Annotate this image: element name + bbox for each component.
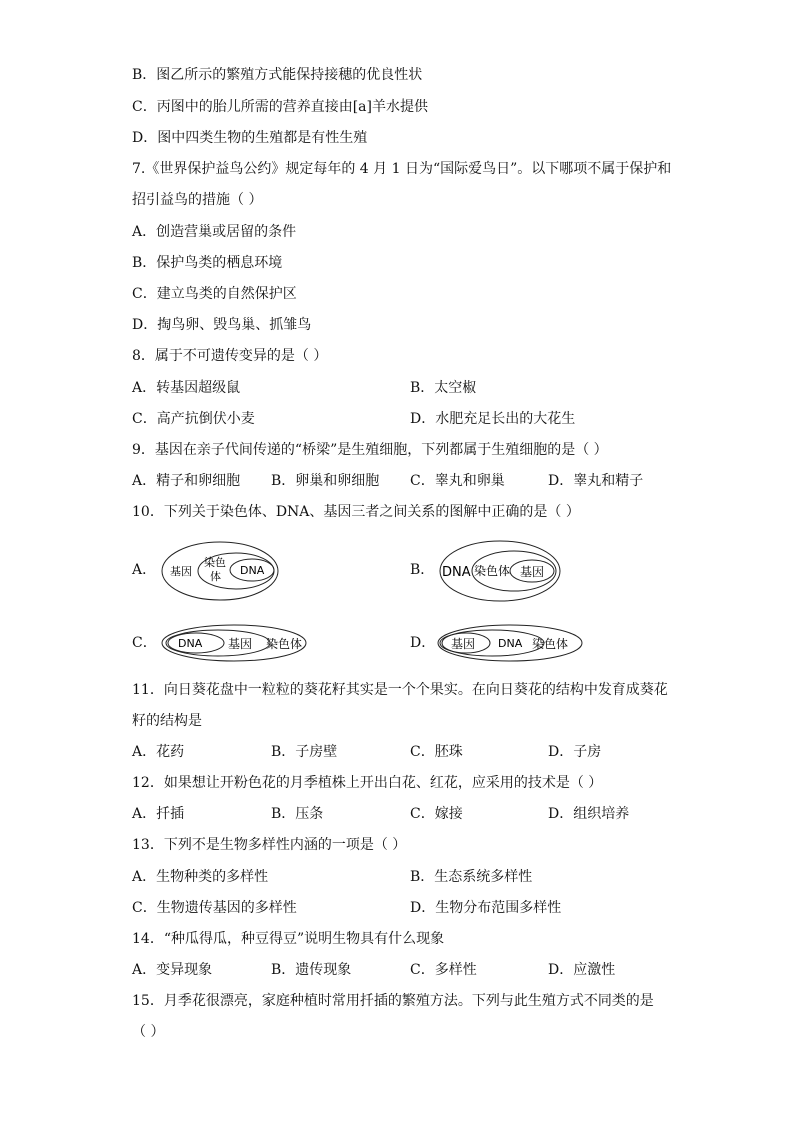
q8-stem: 8．属于不可遗传变异的是（ ） (132, 348, 328, 364)
diagram-a-inner-label: DNA (240, 564, 265, 577)
diagram-d-inner-label: 基因 (451, 637, 476, 651)
q10-diagram-d (436, 622, 584, 664)
q7-option-b: B．保护鸟类的栖息环境 (132, 255, 283, 271)
q13-option-c: C．生物遗传基因的多样性 (132, 900, 297, 916)
q8-option-a: A．转基因超级鼠 (132, 380, 241, 396)
diagram-c-inner-label: DNA (178, 637, 203, 650)
q13-option-a: A．生物种类的多样性 (132, 869, 269, 885)
q9-option-c: C．睾丸和卵巢 (410, 473, 505, 489)
q15-stem-line2: （ ） (132, 1024, 165, 1040)
q8-option-b: B．太空椒 (410, 380, 477, 396)
q14-stem: 14．“种瓜得瓜，种豆得豆”说明生物具有什么现象 (132, 931, 445, 947)
q12-option-b: B．压条 (271, 806, 324, 822)
diagram-d-outer-label: 染色体 (532, 637, 569, 651)
q14-option-b: B．遗传现象 (271, 962, 352, 978)
q6-option-b: B．图乙所示的繁殖方式能保持接穗的优良性状 (132, 67, 423, 83)
q7-option-c: C．建立鸟类的自然保护区 (132, 286, 297, 302)
q9-option-b: B．卵巢和卵细胞 (271, 473, 380, 489)
q10-option-c-label: C． (132, 635, 157, 651)
q10-stem: 10．下列关于染色体、DNA、基因三者之间关系的图解中正确的是（ ） (132, 504, 580, 520)
q9-option-d: D．睾丸和精子 (548, 473, 644, 489)
diagram-a-outer-label: 基因 (170, 565, 192, 578)
q6-option-d: D．图中四类生物的生殖都是有性生殖 (132, 130, 368, 146)
q12-option-a: A．扦插 (132, 806, 185, 822)
q10-diagram-b (438, 540, 562, 604)
q12-stem: 12．如果想让开粉色花的月季植株上开出白花、红花，应采用的技术是（ ） (132, 775, 603, 791)
q11-option-c: C．胚珠 (410, 744, 463, 760)
diagram-d-middle-label: DNA (498, 637, 523, 650)
q7-option-a: A．创造营巢或居留的条件 (132, 224, 297, 240)
q12-option-d: D．组织培养 (548, 806, 630, 822)
q7-stem-line1: 7.《世界保护益鸟公约》规定每年的 4 月 1 日为“国际爱鸟日”。以下哪项不属于保护和 (132, 161, 672, 177)
q8-option-c: C．高产抗倒伏小麦 (132, 411, 255, 427)
q9-stem: 9．基因在亲子代间传递的“桥梁”是生殖细胞，下列都属于生殖细胞的是（ ） (132, 442, 608, 458)
q10-diagram-c (160, 622, 310, 664)
q11-option-d: D．子房 (548, 744, 602, 760)
q13-stem: 13．下列不是生物多样性内涵的一项是（ ） (132, 837, 407, 853)
diagram-c-middle-label: 基因 (228, 637, 253, 651)
q11-option-b: B．子房壁 (271, 744, 338, 760)
q14-option-a: A．变异现象 (132, 962, 213, 978)
q13-option-d: D．生物分布范围多样性 (410, 900, 562, 916)
q10-option-a-label: A． (132, 562, 157, 578)
diagram-a-middle-label-1: 染色 (204, 556, 226, 569)
diagram-b-middle-label: 染色体 (474, 564, 511, 578)
q9-option-a: A．精子和卵细胞 (132, 473, 241, 489)
diagram-b-inner-label: 基因 (520, 565, 545, 579)
q11-stem-line2: 籽的结构是 (132, 713, 202, 729)
q12-option-c: C．嫁接 (410, 806, 463, 822)
q14-option-d: D．应激性 (548, 962, 616, 978)
q7-option-d: D．掏鸟卵、毁鸟巢、抓雏鸟 (132, 317, 312, 333)
q10-diagram-a (160, 540, 280, 602)
q14-option-c: C．多样性 (410, 962, 477, 978)
q13-option-b: B．生态系统多样性 (410, 869, 533, 885)
diagram-a-middle-label-2: 体 (210, 570, 221, 583)
q11-option-a: A．花药 (132, 744, 185, 760)
q15-stem-line1: 15．月季花很漂亮，家庭种植时常用扦插的繁殖方法。下列与此生殖方式不同类的是 (132, 993, 654, 1009)
q10-option-b-label: B． (410, 562, 435, 578)
q7-stem-line2: 招引益鸟的措施（ ） (132, 192, 263, 208)
q8-option-d: D．水肥充足长出的大花生 (410, 411, 576, 427)
diagram-c-outer-label: 染色体 (266, 637, 303, 651)
q6-option-c: C．丙图中的胎儿所需的营养直接由[a]羊水提供 (132, 99, 428, 115)
q11-stem-line1: 11．向日葵花盘中一粒粒的葵花籽其实是一个个果实。在向日葵花的结构中发育成葵花 (132, 682, 668, 698)
diagram-b-outer-label: DNA (442, 565, 471, 580)
q10-option-d-label: D． (410, 635, 436, 651)
